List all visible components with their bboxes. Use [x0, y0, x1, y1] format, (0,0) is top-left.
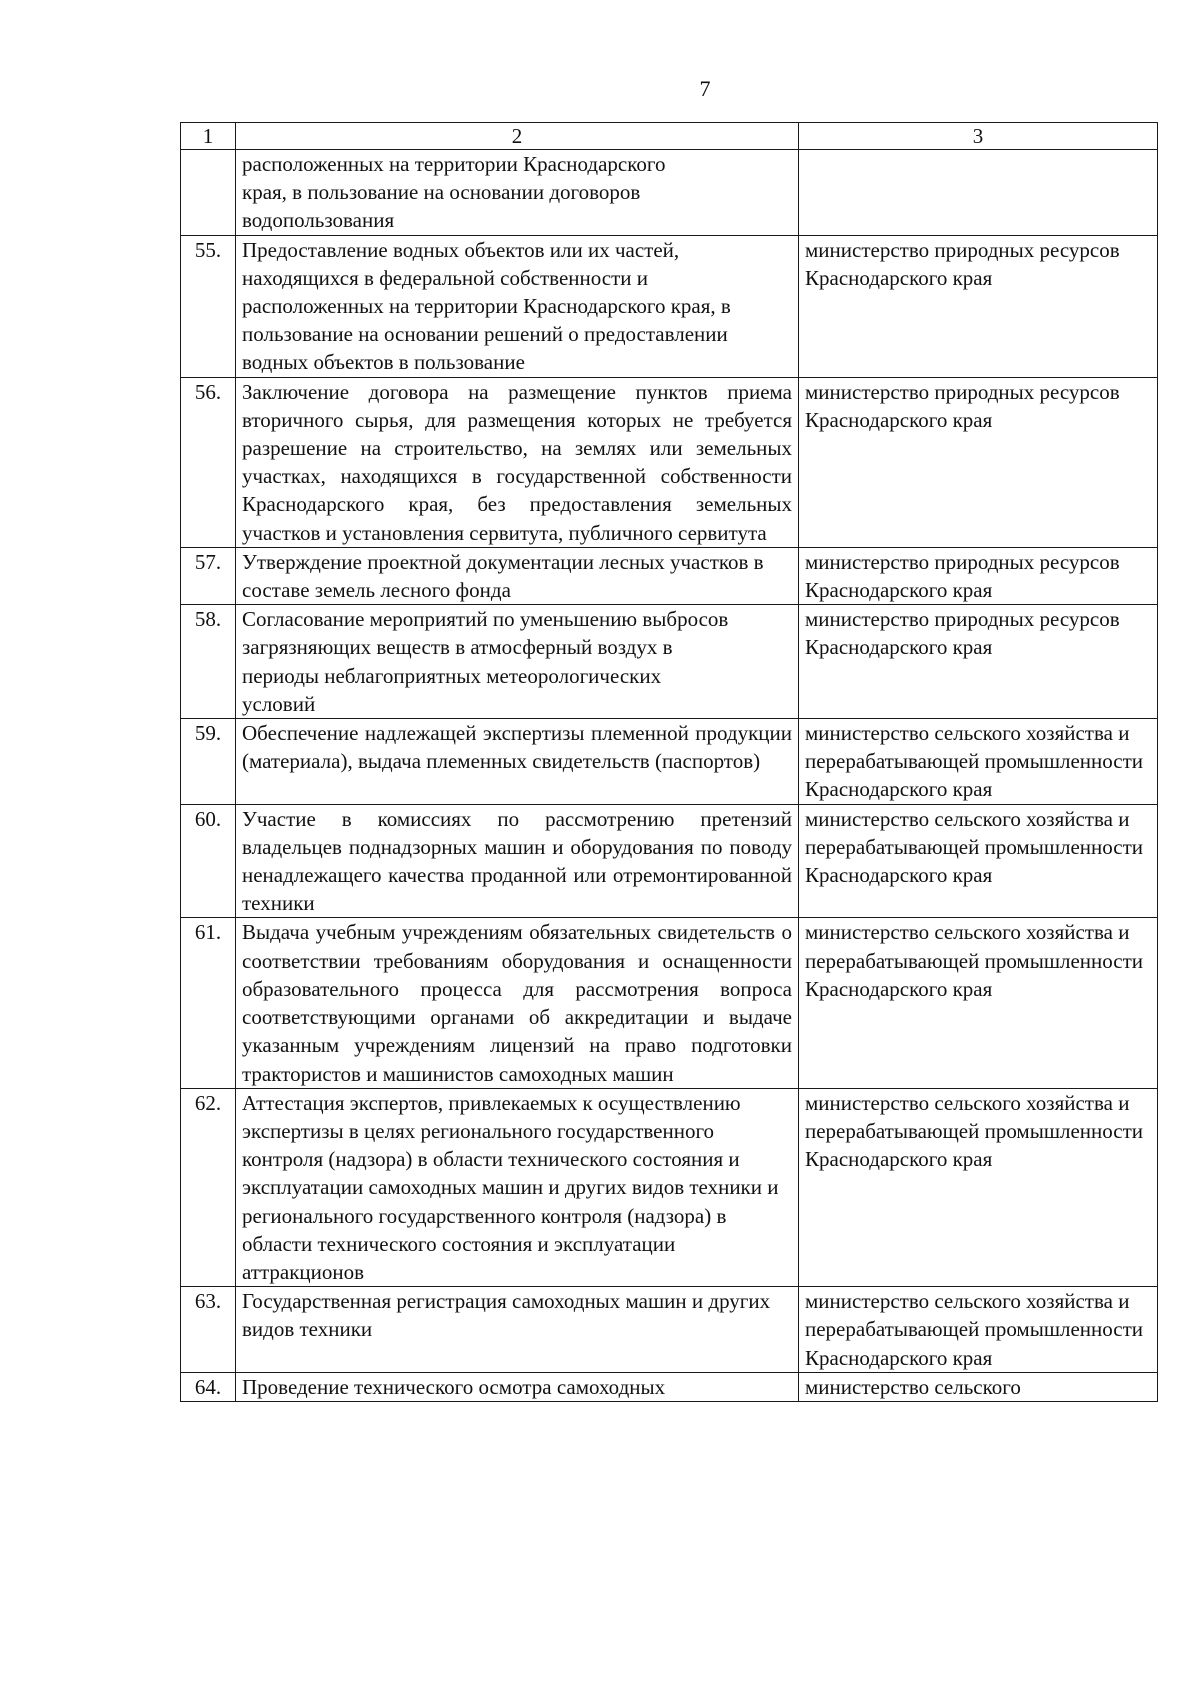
header-col-1: 1	[181, 123, 236, 150]
table-row-continuation	[181, 150, 1158, 236]
table-row	[181, 918, 1158, 1088]
table-row	[181, 547, 1158, 604]
row-number	[181, 150, 236, 236]
service-description: Выдача учебным учреждениям обязательных свидетельств о соответствии требованиям оборудования и оснащенности образовательного процесса для рассмотрения вопроса соответствующими органами об аккредитации и выдаче указанным учреждениям лицензий на право подготовки трактористов и машинистов самоходных машин	[236, 918, 799, 1088]
responsible-body: министерство природных ресурсов Краснодарского края	[799, 605, 1158, 719]
row-number: 61.	[181, 918, 236, 1088]
responsible-body: министерство сельского хозяйства и перерабатывающей промышленности Краснодарского края	[799, 1287, 1158, 1373]
service-description: Согласование мероприятий по уменьшению выбросов загрязняющих веществ в атмосферный воздух в периоды неблагоприятных метеорологических условий	[236, 605, 799, 719]
header-col-2: 2	[236, 123, 799, 150]
responsible-body: министерство природных ресурсов Краснодарского края	[799, 235, 1158, 377]
service-description: Проведение технического осмотра самоходных	[236, 1372, 799, 1401]
responsible-body: министерство сельского хозяйства и перерабатывающей промышленности Краснодарского края	[799, 804, 1158, 918]
table-row	[181, 377, 1158, 547]
responsible-body: министерство сельского хозяйства и перерабатывающей промышленности Краснодарского края	[799, 918, 1158, 1088]
row-number: 56.	[181, 377, 236, 547]
row-number: 55.	[181, 235, 236, 377]
table-row	[181, 1372, 1158, 1401]
page-number: 7	[699, 76, 711, 101]
header-col-3: 3	[799, 123, 1158, 150]
services-table	[180, 122, 1158, 1402]
service-description: Заключение договора на размещение пунктов приема вторичного сырья, для размещения которых не требуется разрешение на строительство, на землях или земельных участках, находящихся в государственной собственности Краснодарского края, без предоставления земельных участков и установления сервитута, публичного сервитута	[236, 377, 799, 547]
responsible-body: министерство природных ресурсов Краснодарского края	[799, 547, 1158, 604]
service-description: Участие в комиссиях по рассмотрению претензий владельцев поднадзорных машин и оборудования по поводу ненадлежащего качества проданной или отремонтированной техники	[236, 804, 799, 918]
row-number: 60.	[181, 804, 236, 918]
table-row	[181, 804, 1158, 918]
row-number: 64.	[181, 1372, 236, 1401]
service-description: Обеспечение надлежащей экспертизы племенной продукции (материала), выдача племенных свидетельств (паспортов)	[236, 719, 799, 805]
responsible-body: министерство сельского хозяйства и перерабатывающей промышленности Краснодарского края	[799, 719, 1158, 805]
table-row	[181, 1287, 1158, 1373]
table-header-row	[181, 123, 1158, 150]
service-description: Утверждение проектной документации лесных участков в составе земель лесного фонда	[236, 547, 799, 604]
responsible-body	[799, 150, 1158, 236]
row-number: 57.	[181, 547, 236, 604]
responsible-body: министерство сельского	[799, 1372, 1158, 1401]
table-row	[181, 719, 1158, 805]
responsible-body: министерство сельского хозяйства и перерабатывающей промышленности Краснодарского края	[799, 1088, 1158, 1286]
row-number: 62.	[181, 1088, 236, 1286]
table-row	[181, 1088, 1158, 1286]
service-description: Аттестация экспертов, привлекаемых к осуществлению экспертизы в целях регионального государственного контроля (надзора) в области технического состояния и эксплуатации самоходных машин и других видов техники и регионального государственного контроля (надзора) в области технического состояния и эксплуатации аттракционов	[236, 1088, 799, 1286]
row-number: 63.	[181, 1287, 236, 1373]
service-description: Государственная регистрация самоходных машин и других видов техники	[236, 1287, 799, 1373]
service-description: Предоставление водных объектов или их частей, находящихся в федеральной собственности и расположенных на территории Краснодарского края, в пользование на основании решений о предоставлении водных объектов в пользование	[236, 235, 799, 377]
table-row	[181, 235, 1158, 377]
row-number: 59.	[181, 719, 236, 805]
row-number: 58.	[181, 605, 236, 719]
table-row	[181, 605, 1158, 719]
responsible-body: министерство природных ресурсов Краснодарского края	[799, 377, 1158, 547]
service-description: расположенных на территории Краснодарского края, в пользование на основании договоров водопользования	[236, 150, 799, 236]
